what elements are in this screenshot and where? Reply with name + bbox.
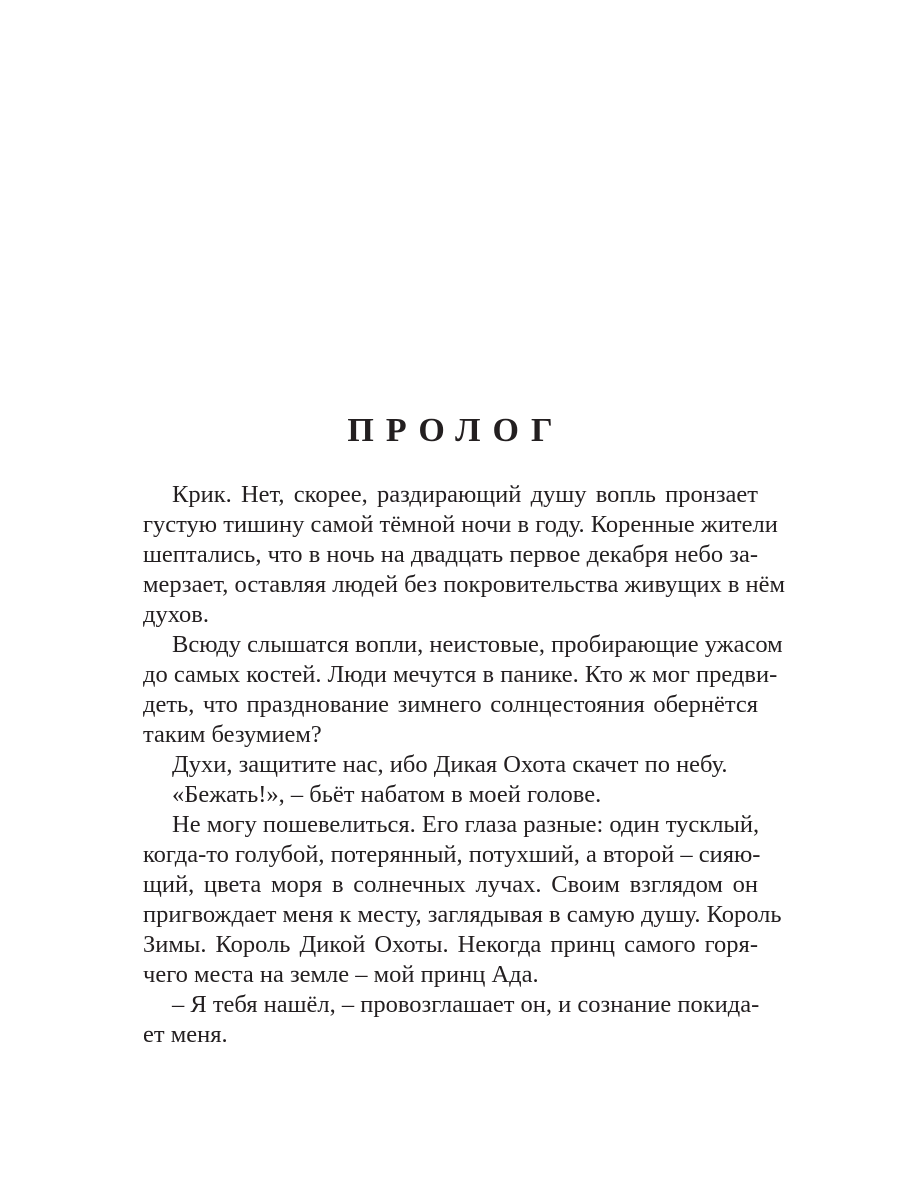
chapter-title: ПРОЛОГ <box>347 412 565 449</box>
text-line: шептались, что в ночь на двадцать первое декабря небо за- <box>143 541 758 568</box>
text-line: чего места на земле – мой принц Ада. <box>143 961 539 988</box>
text-line: Не могу пошевелиться. Его глаза разные: один тусклый, <box>172 811 760 838</box>
text-line: пригвождает меня к месту, заглядывая в самую душу. Король <box>143 901 782 928</box>
text-line: Всюду слышатся вопли, неистовые, пробирающие ужасом <box>172 631 783 658</box>
text-line: Зимы. Король Дикой Охоты. Некогда принц самого горя- <box>143 931 758 958</box>
text-line: Крик. Нет, скорее, раздирающий душу вопль пронзает <box>172 481 758 508</box>
text-line: мерзает, оставляя людей без покровительства живущих в нём <box>143 571 786 598</box>
text-line: деть, что празднование зимнего солнцестояния обернётся <box>143 691 758 718</box>
text-line: до самых костей. Люди мечутся в панике. Кто ж мог предви- <box>143 661 778 688</box>
text-line: ет меня. <box>143 1021 228 1048</box>
text-line: – Я тебя нашёл, – провозглашает он, и сознание покида- <box>172 991 760 1018</box>
text-line: щий, цвета моря в солнечных лучах. Своим взглядом он <box>143 871 758 898</box>
text-line: густую тишину самой тёмной ночи в году. Коренные жители <box>143 511 778 538</box>
text-line: «Бежать!», – бьёт набатом в моей голове. <box>172 781 602 808</box>
prologue-text <box>143 480 786 1050</box>
text-line: духов. <box>143 601 209 628</box>
text-line: Духи, защитите нас, ибо Дикая Охота скачет по небу. <box>172 751 728 778</box>
text-line: когда-то голубой, потерянный, потухший, а второй – сияю- <box>143 841 761 868</box>
text-line: таким безумием? <box>143 721 322 748</box>
